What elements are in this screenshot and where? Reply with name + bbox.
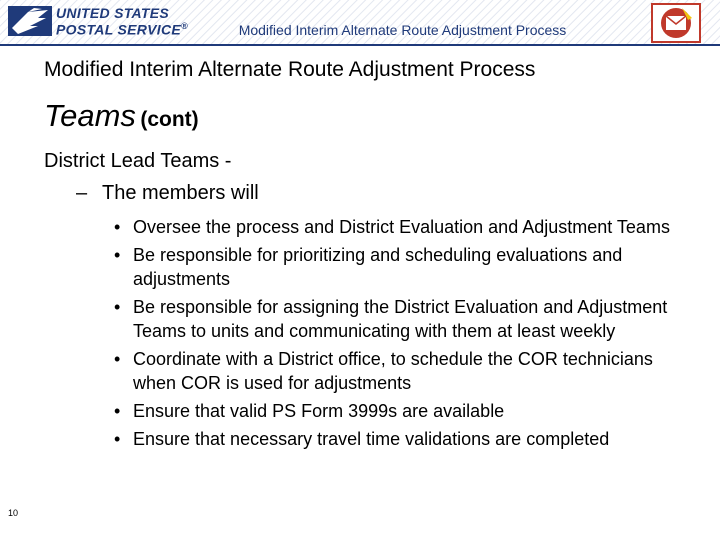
subtitle-main: Teams: [44, 98, 136, 133]
subtitle-cont: (cont): [140, 108, 199, 131]
slide-subtitle: [44, 98, 199, 134]
bullet-item: [112, 427, 692, 451]
mail-emblem-icon: [646, 2, 706, 44]
logo-text-line2-label: POSTAL SERVICE: [56, 21, 182, 38]
bullet-text: Coordinate with a District office, to schedule the COR technicians when COR is used for adjustments: [133, 349, 653, 393]
logo-text-line2: [56, 21, 188, 38]
header-divider: [0, 44, 720, 46]
bullet-text: Oversee the process and District Evaluation and Adjustment Teams: [133, 217, 670, 237]
bullet-item: [112, 347, 692, 395]
dash-marker: –: [76, 182, 88, 204]
bullet-dot: •: [114, 297, 121, 317]
page-number: 10: [8, 508, 19, 518]
bullet-dot: •: [114, 217, 121, 237]
header-title: Modified Interim Alternate Route Adjustment Process: [238, 22, 567, 38]
bullet-dot: •: [114, 429, 121, 449]
bullet-text: Be responsible for assigning the District Evaluation and Adjustment Teams to units and communicating with them at least weekly: [133, 297, 668, 341]
level1-heading: District Lead Teams -: [44, 150, 232, 172]
bullet-text: Ensure that valid PS Form 3999s are available: [133, 401, 505, 421]
bullet-text: Ensure that necessary travel time validations are completed: [133, 429, 610, 449]
bullet-dot: •: [114, 401, 121, 421]
logo-text-line1: UNITED STATES: [56, 5, 170, 21]
bullet-item: [112, 243, 692, 291]
bullet-item: [112, 215, 692, 239]
bullet-dot: •: [114, 245, 121, 265]
bullet-text: Be responsible for prioritizing and scheduling evaluations and adjustments: [133, 245, 623, 289]
bullet-list: [112, 215, 692, 455]
level2-heading: [76, 182, 259, 205]
registered-mark: ®: [181, 21, 188, 31]
bullet-item: [112, 399, 692, 423]
usps-logo: [8, 4, 194, 38]
slide-title: Modified Interim Alternate Route Adjustment Process: [44, 58, 536, 81]
eagle-icon: [8, 4, 52, 38]
bullet-dot: •: [114, 349, 121, 369]
level2-text: The members will: [102, 182, 259, 204]
bullet-item: [112, 295, 692, 343]
